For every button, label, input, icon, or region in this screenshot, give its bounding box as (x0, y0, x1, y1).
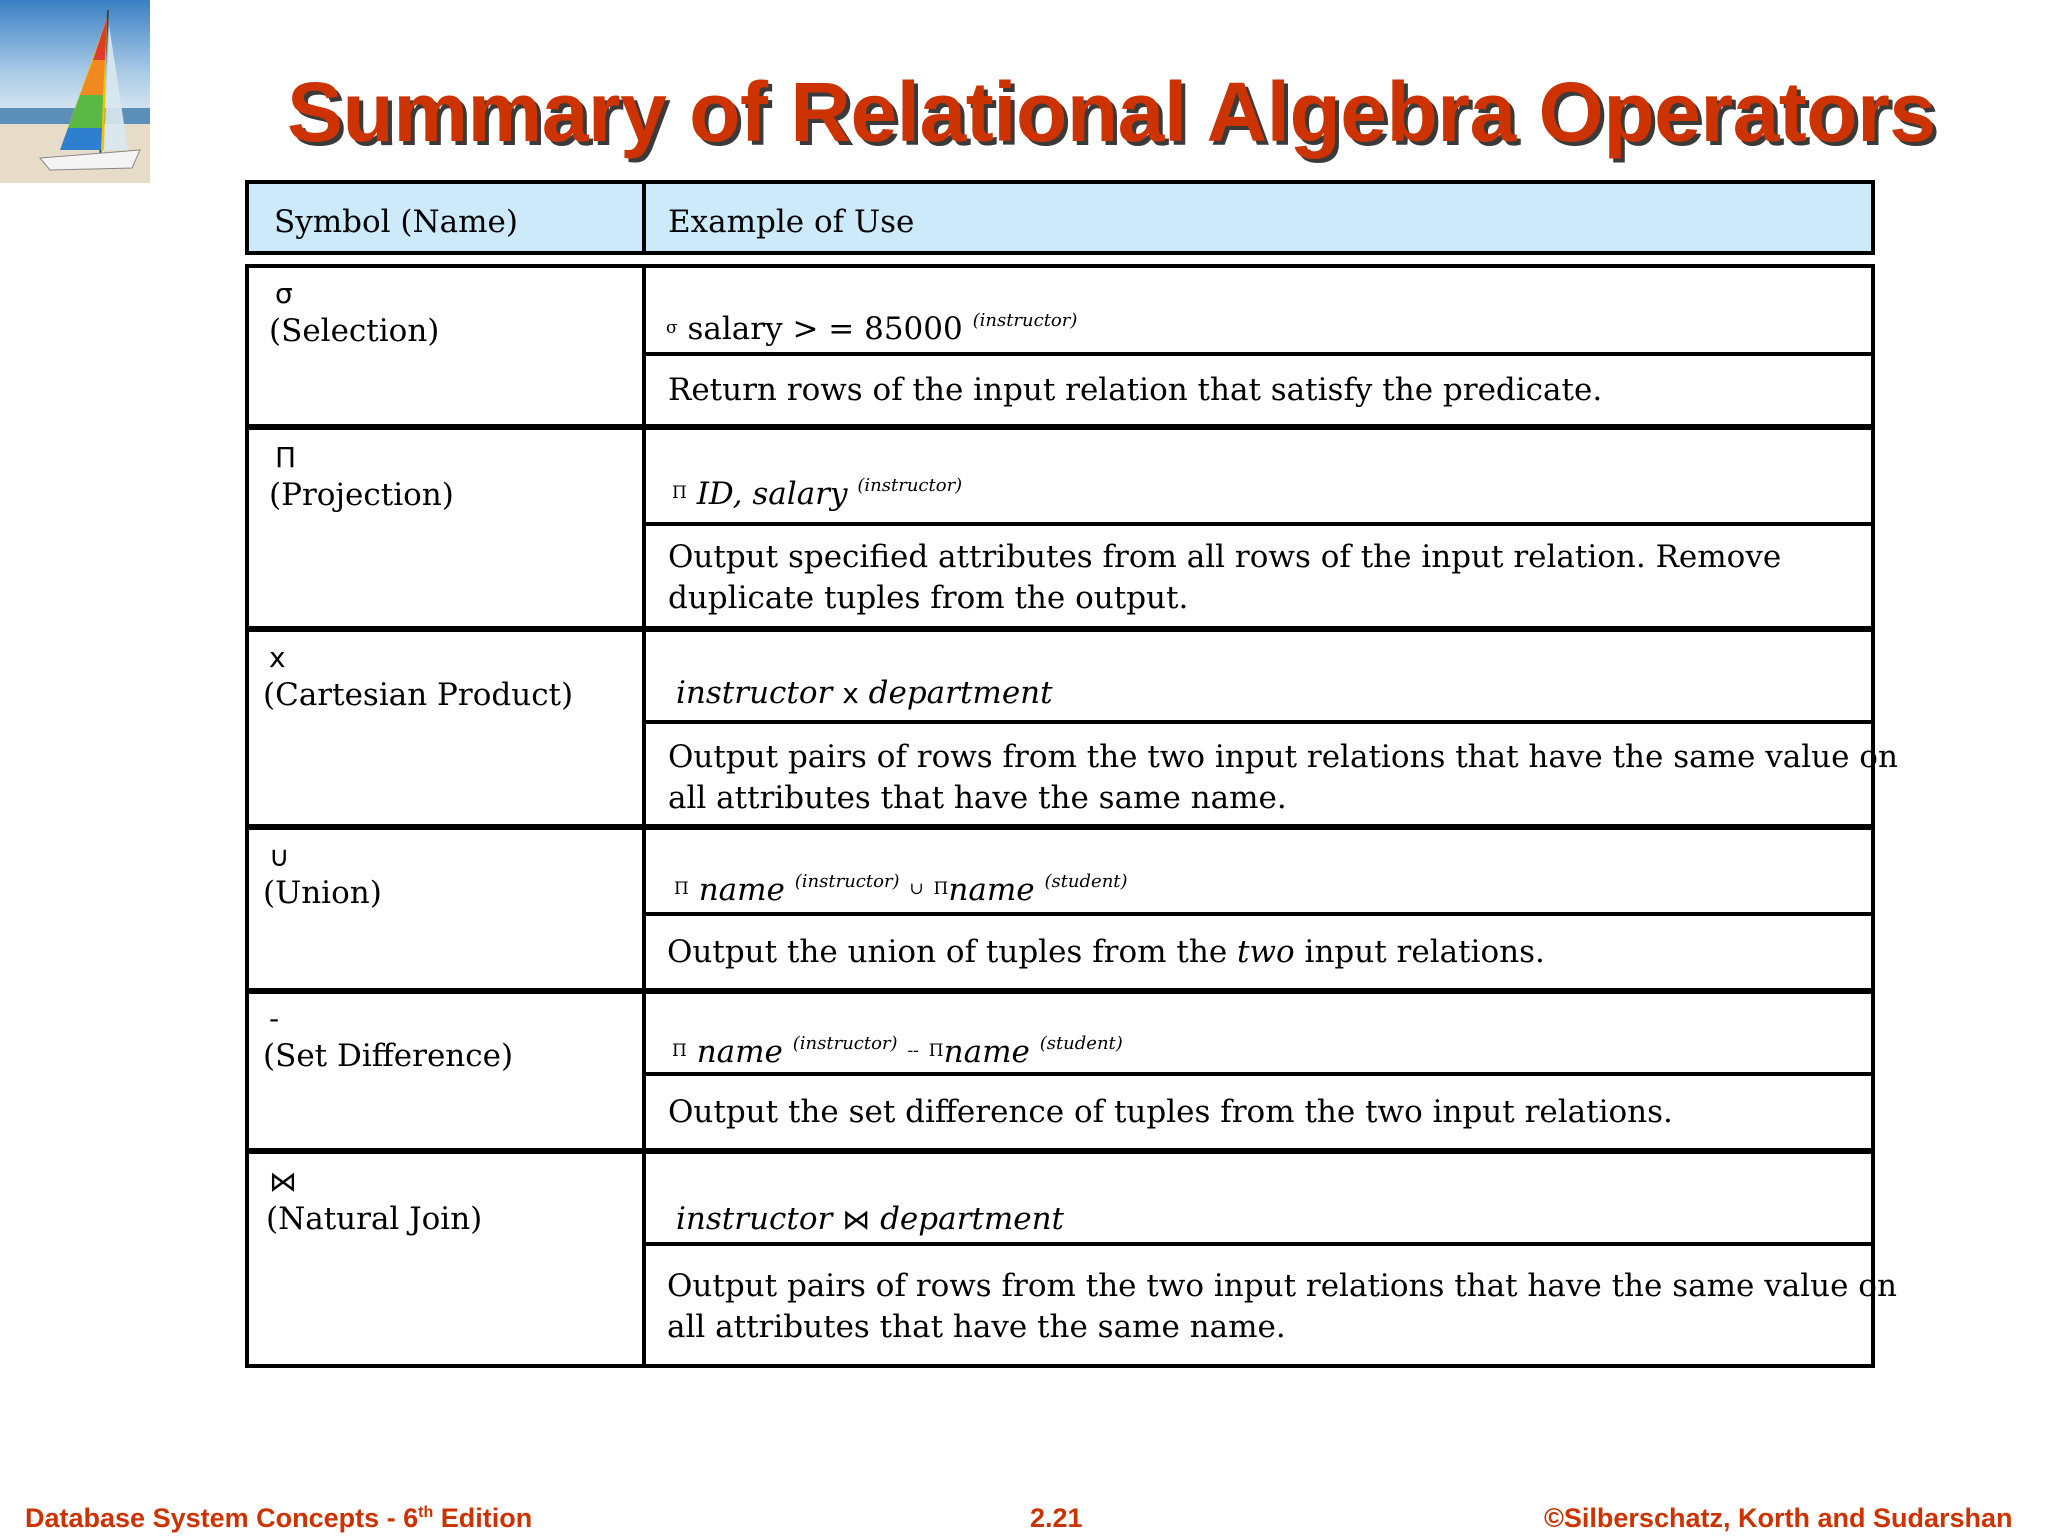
operator-name: (Union) (263, 875, 382, 911)
pi-symbol: Π (928, 1041, 944, 1061)
header-symbol-cell (245, 180, 646, 255)
operator-name: (Set Difference) (263, 1038, 514, 1074)
attribute-list: ID, salary (696, 476, 848, 512)
operator-description-line-2: duplicate tuples from the output. (668, 580, 1189, 616)
bowtie-symbol: ⋈ (269, 1165, 297, 1198)
example-expression (666, 309, 1077, 355)
footer-edition-text: Edition (433, 1503, 533, 1533)
footer-book-title-text: Database System Concepts - 6 (25, 1503, 419, 1533)
header-symbol-label: Symbol (Name) (274, 204, 518, 240)
example-cell-set-difference (642, 990, 1875, 1076)
symbol-cell-set-difference (245, 990, 646, 1152)
desc-cell-projection (642, 522, 1875, 630)
operator-name: (Selection) (269, 313, 440, 349)
symbol-cell-union (245, 826, 646, 992)
relation-name: (instructor) (972, 310, 1078, 331)
example-cell-cartesian-product (642, 628, 1875, 724)
pi-symbol: Π (672, 1041, 687, 1061)
pi-symbol: Π (933, 879, 949, 899)
operator-description-line-1: Output specified attributes from all rows of the input relation. Remove (668, 539, 1782, 575)
relation-name: instructor (676, 1201, 833, 1237)
symbol-cell-natural-join (245, 1150, 646, 1368)
pi-symbol: Π (672, 483, 687, 503)
example-expression (672, 474, 962, 520)
cross-symbol: x (269, 641, 286, 674)
description-text: Output the union of tuples from the (667, 934, 1238, 970)
desc-cell-selection (642, 352, 1875, 428)
sigma-symbol: σ (666, 318, 678, 338)
relation-name: (student) (1044, 871, 1128, 892)
operator-description-line-2: all attributes that have the same name. (667, 1309, 1286, 1345)
footer-edition-suffix: th (418, 1504, 434, 1521)
attribute-name: name (698, 872, 785, 908)
pi-symbol: Π (674, 879, 689, 899)
example-cell-union (642, 826, 1875, 916)
sigma-symbol: σ (275, 277, 293, 310)
example-cell-selection (642, 264, 1875, 356)
desc-cell-natural-join (642, 1242, 1897, 1368)
footer-copyright: ©Silberschatz, Korth and Sudarshan (1544, 1503, 2013, 1533)
predicate-text: salary > = 85000 (687, 311, 963, 347)
relation-name: instructor (676, 675, 833, 711)
example-expression (676, 1199, 1064, 1240)
relation-name: department (868, 675, 1053, 711)
symbol-cell-cartesian-product (245, 628, 646, 828)
slide-title: Summary of Relational Algebra Operators (287, 65, 1936, 159)
symbol-cell-projection (245, 426, 646, 630)
description-text: input relations. (1294, 934, 1545, 970)
symbol-cell-selection (245, 264, 646, 428)
union-symbol: ∪ (269, 840, 290, 873)
operator-description-line-1: Output pairs of rows from the two input relations that have the same value on (668, 739, 1898, 775)
relation-name: (instructor) (857, 475, 963, 496)
minus-symbol: -- (907, 1041, 919, 1061)
bowtie-symbol: ⋈ (842, 1203, 871, 1236)
relation-name: (instructor) (792, 1033, 898, 1054)
relation-name: (instructor) (794, 871, 900, 892)
description-emphasis: two (1237, 934, 1295, 970)
cross-symbol: x (842, 677, 859, 710)
relation-name: (student) (1039, 1033, 1123, 1054)
example-cell-projection (642, 426, 1875, 526)
desc-cell-union (642, 912, 1875, 992)
operator-name: (Natural Join) (266, 1201, 483, 1237)
operator-description-line-1: Output pairs of rows from the two input relations that have the same value on (667, 1268, 1897, 1304)
pi-symbol: Π (275, 441, 297, 474)
sailboat-logo-image (0, 0, 150, 183)
footer-book-title (25, 1503, 532, 1534)
operator-description (667, 932, 1545, 973)
footer-slide-number: 2.21 (1030, 1503, 1083, 1533)
union-symbol: ∪ (909, 879, 924, 899)
desc-cell-set-difference (642, 1072, 1875, 1152)
operator-name: (Projection) (269, 477, 454, 513)
header-example-cell (642, 180, 1875, 255)
operator-name: (Cartesian Product) (263, 677, 574, 713)
header-example-label: Example of Use (668, 204, 915, 240)
operator-description-line-2: all attributes that have the same name. (668, 780, 1287, 816)
operator-description: Output the set difference of tuples from the two input relations. (668, 1094, 1673, 1130)
attribute-name: name (696, 1034, 783, 1070)
relation-name: department (880, 1201, 1065, 1237)
attribute-name: name (943, 1034, 1030, 1070)
example-expression (676, 673, 1053, 714)
desc-cell-cartesian-product (642, 720, 1898, 828)
operator-description: Return rows of the input relation that satisfy the predicate. (668, 372, 1603, 408)
minus-symbol: - (269, 1002, 280, 1035)
example-cell-natural-join (642, 1150, 1875, 1246)
example-expression (674, 870, 1128, 916)
attribute-name: name (948, 872, 1035, 908)
